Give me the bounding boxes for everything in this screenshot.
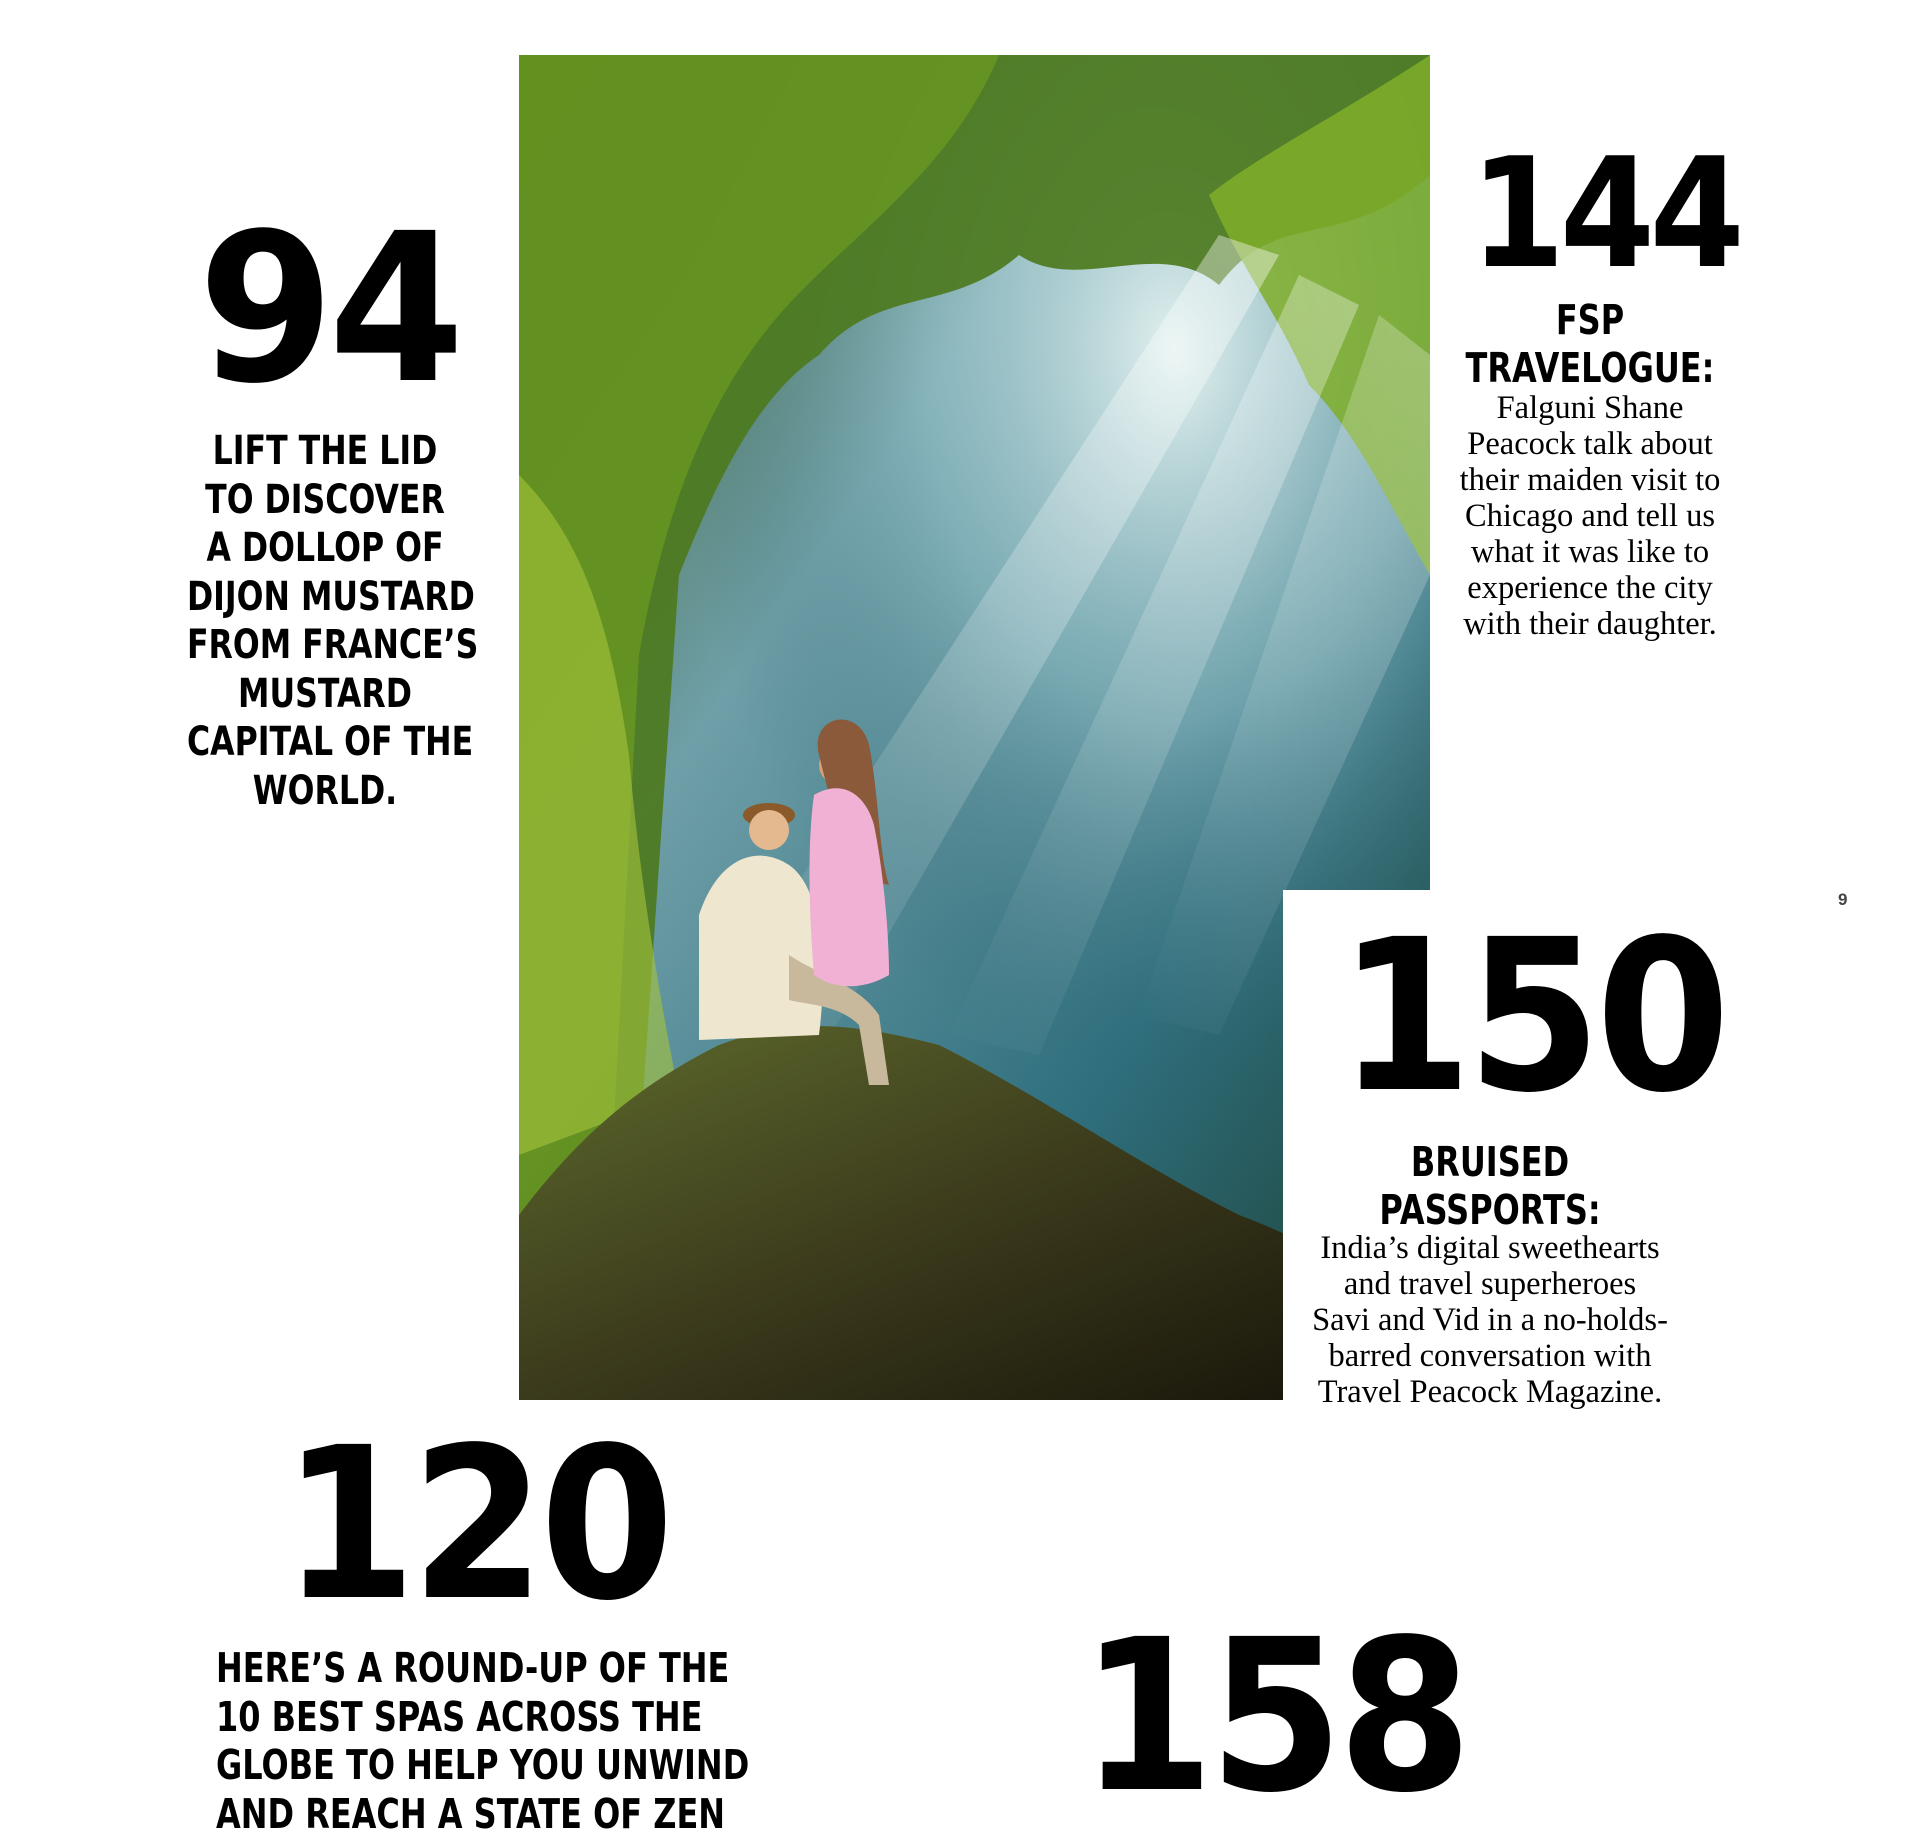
item-150-heading-line: BRUISED	[1410, 1138, 1570, 1186]
item-94-heading-line: DIJON MUSTARD	[186, 571, 475, 620]
item-120-heading-line: HERE’S A ROUND-UP OF THE	[216, 1644, 730, 1692]
item-94-heading-line: WORLD.	[252, 765, 398, 814]
page-number-94: 94	[198, 189, 459, 429]
item-120-heading-line: AND REACH A STATE OF ZEN	[216, 1789, 726, 1838]
item-144-body-line: with their daughter.	[1463, 606, 1717, 642]
item-94-heading-line: A DOLLOP OF	[206, 523, 444, 571]
item-150-description	[1295, 1230, 1685, 1410]
item-120-heading-line: GLOBE TO HELP YOU UNWIND	[216, 1741, 750, 1789]
item-144-description	[1420, 390, 1760, 642]
page-number-158: 158	[1080, 1594, 1467, 1839]
item-144-heading	[1430, 296, 1750, 392]
item-144-body-line: Chicago and tell us	[1464, 498, 1716, 534]
page-number-144: 144	[1470, 125, 1740, 302]
item-150-body-line: Savi and Vid in a no-holds-	[1312, 1302, 1668, 1338]
item-94-heading-line: FROM FRANCE’S	[186, 620, 479, 668]
item-144-body-line: experience the city	[1467, 570, 1713, 606]
item-150-body-line: Travel Peacock Magazine.	[1317, 1374, 1663, 1410]
item-144-heading-line: FSP	[1555, 296, 1625, 344]
item-94-heading-line: LIFT THE LID	[212, 426, 438, 474]
item-94-heading-line: TO DISCOVER	[205, 474, 445, 523]
item-120-heading	[150, 1644, 750, 1838]
item-94-heading-line: MUSTARD	[238, 668, 412, 717]
item-144-body-line: Falguni Shane	[1496, 390, 1684, 426]
item-150-heading	[1330, 1138, 1650, 1234]
item-120-heading-line: 10 BEST SPAS ACROSS THE	[216, 1692, 703, 1741]
item-144-body-line: their maiden visit to	[1459, 462, 1721, 498]
folio-page-number: 9	[1838, 890, 1848, 909]
item-150-heading-line: PASSPORTS:	[1379, 1186, 1601, 1234]
page-number-120: 120	[282, 1402, 669, 1647]
item-94-heading-line: CAPITAL OF THE	[186, 717, 474, 765]
item-144-body-line: what it was like to	[1470, 534, 1710, 570]
item-144-body-line: Peacock talk about	[1467, 426, 1713, 462]
item-94-heading	[148, 426, 502, 814]
item-150-body-line: and travel superheroes	[1343, 1266, 1637, 1302]
page-number-150: 150	[1338, 894, 1725, 1139]
item-150-body-line: India’s digital sweethearts	[1320, 1230, 1660, 1266]
item-144-heading-line: TRAVELOGUE:	[1465, 344, 1715, 392]
item-150-body-line: barred conversation with	[1328, 1338, 1652, 1374]
